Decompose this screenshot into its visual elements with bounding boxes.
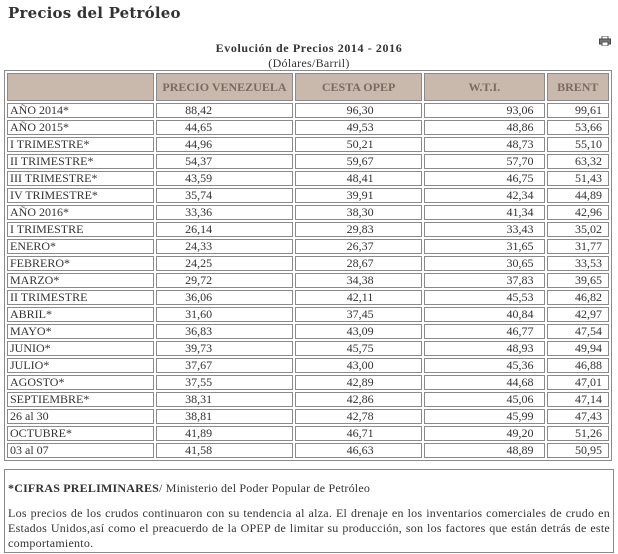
- row-label: IV TRIMESTRE*: [7, 188, 154, 203]
- row-label: FEBRERO*: [7, 256, 154, 271]
- cell-wti: 48,86: [424, 120, 544, 135]
- cell-wti: 93,06: [424, 103, 544, 118]
- footnote-label: *CIFRAS PRELIMINARES: [8, 481, 160, 495]
- cell-opep: 28,67: [295, 256, 422, 271]
- table-row: [7, 273, 609, 288]
- cell-brent: 53,66: [547, 120, 609, 135]
- cell-wti: 45,53: [424, 290, 544, 305]
- cell-wti: 48,73: [424, 137, 544, 152]
- row-label: AÑO 2014*: [7, 103, 154, 118]
- header-venezuela: PRECIO VENEZUELA: [156, 73, 293, 101]
- cell-venezuela: 24,25: [156, 256, 293, 271]
- cell-opep: 29,83: [295, 222, 422, 237]
- cell-wti: 45,06: [424, 392, 544, 407]
- table-row: [7, 290, 609, 305]
- cell-venezuela: 54,37: [156, 154, 293, 169]
- cell-venezuela: 88,42: [156, 103, 293, 118]
- table-subtitle: (Dólares/Barril): [268, 56, 350, 70]
- cell-wti: 46,75: [424, 171, 544, 186]
- cell-brent: 47,54: [547, 324, 609, 339]
- cell-wti: 44,68: [424, 375, 544, 390]
- row-label: II TRIMESTRE: [7, 290, 154, 305]
- table-row: [7, 375, 609, 390]
- page-title: Precios del Petróleo: [8, 4, 181, 22]
- table-row: [7, 307, 609, 322]
- cell-opep: 46,71: [295, 426, 422, 441]
- row-label: MARZO*: [7, 273, 154, 288]
- cell-opep: 42,89: [295, 375, 422, 390]
- table-title: Evolución de Precios 2014 - 2016: [215, 41, 403, 55]
- cell-opep: 34,38: [295, 273, 422, 288]
- cell-opep: 48,41: [295, 171, 422, 186]
- cell-wti: 30,65: [424, 256, 544, 271]
- header-wti: W.T.I.: [424, 73, 544, 101]
- cell-opep: 42,11: [295, 290, 422, 305]
- cell-wti: 45,36: [424, 358, 544, 373]
- cell-opep: 43,09: [295, 324, 422, 339]
- cell-wti: 37,83: [424, 273, 544, 288]
- cell-opep: 42,86: [295, 392, 422, 407]
- cell-opep: 39,91: [295, 188, 422, 203]
- cell-venezuela: 41,89: [156, 426, 293, 441]
- cell-brent: 99,61: [547, 103, 609, 118]
- cell-brent: 33,53: [547, 256, 609, 271]
- cell-brent: 42,96: [547, 205, 609, 220]
- cell-venezuela: 44,96: [156, 137, 293, 152]
- cell-venezuela: 39,73: [156, 341, 293, 356]
- table-row: [7, 341, 609, 356]
- row-label: I TRIMESTRE: [7, 222, 154, 237]
- cell-brent: 35,02: [547, 222, 609, 237]
- cell-wti: 42,34: [424, 188, 544, 203]
- cell-brent: 44,89: [547, 188, 609, 203]
- cell-opep: 37,45: [295, 307, 422, 322]
- footnote: [8, 481, 370, 496]
- table-row: [7, 137, 609, 152]
- header-label: [7, 73, 154, 101]
- cell-brent: 55,10: [547, 137, 609, 152]
- row-label: JUNIO*: [7, 341, 154, 356]
- cell-venezuela: 36,06: [156, 290, 293, 305]
- cell-opep: 43,00: [295, 358, 422, 373]
- row-label: SEPTIEMBRE*: [7, 392, 154, 407]
- cell-brent: 47,14: [547, 392, 609, 407]
- table-row: [7, 154, 609, 169]
- cell-brent: 46,82: [547, 290, 609, 305]
- cell-venezuela: 29,72: [156, 273, 293, 288]
- cell-venezuela: 38,31: [156, 392, 293, 407]
- cell-wti: 49,20: [424, 426, 544, 441]
- table-row: [7, 256, 609, 271]
- table-row: [7, 324, 609, 339]
- cell-wti: 46,77: [424, 324, 544, 339]
- table-row: [7, 222, 609, 237]
- cell-opep: 26,37: [295, 239, 422, 254]
- row-label: III TRIMESTRE*: [7, 171, 154, 186]
- table-row: [7, 409, 609, 424]
- cell-venezuela: 31,60: [156, 307, 293, 322]
- cell-brent: 63,32: [547, 154, 609, 169]
- table-header-row: [7, 73, 609, 101]
- cell-wti: 48,93: [424, 341, 544, 356]
- cell-opep: 46,63: [295, 443, 422, 458]
- cell-wti: 57,70: [424, 154, 544, 169]
- cell-brent: 49,94: [547, 341, 609, 356]
- row-label: JULIO*: [7, 358, 154, 373]
- cell-brent: 51,43: [547, 171, 609, 186]
- cell-venezuela: 24,33: [156, 239, 293, 254]
- cell-venezuela: 37,67: [156, 358, 293, 373]
- cell-brent: 39,65: [547, 273, 609, 288]
- cell-brent: 31,77: [547, 239, 609, 254]
- row-label: AÑO 2015*: [7, 120, 154, 135]
- row-label: ABRIL*: [7, 307, 154, 322]
- cell-wti: 33,43: [424, 222, 544, 237]
- table-row: [7, 392, 609, 407]
- table-row: [7, 120, 609, 135]
- cell-wti: 40,84: [424, 307, 544, 322]
- table-row: [7, 103, 609, 118]
- table-row: [7, 443, 609, 458]
- cell-brent: 50,95: [547, 443, 609, 458]
- cell-opep: 45,75: [295, 341, 422, 356]
- price-table: [4, 70, 612, 461]
- cell-wti: 45,99: [424, 409, 544, 424]
- cell-opep: 59,67: [295, 154, 422, 169]
- cell-venezuela: 33,36: [156, 205, 293, 220]
- cell-opep: 42,78: [295, 409, 422, 424]
- table-body: [7, 103, 609, 458]
- table-row: [7, 426, 609, 441]
- cell-brent: 46,88: [547, 358, 609, 373]
- table-row: [7, 358, 609, 373]
- footnote-source: / Ministerio del Poder Popular de Petróleo: [159, 481, 371, 495]
- table-row: [7, 171, 609, 186]
- cell-brent: 47,43: [547, 409, 609, 424]
- cell-opep: 96,30: [295, 103, 422, 118]
- header-opep: CESTA OPEP: [295, 73, 422, 101]
- row-label: 03 al 07: [7, 443, 154, 458]
- cell-venezuela: 38,81: [156, 409, 293, 424]
- cell-brent: 42,97: [547, 307, 609, 322]
- cell-venezuela: 41,58: [156, 443, 293, 458]
- cell-brent: 51,26: [547, 426, 609, 441]
- cell-wti: 31,65: [424, 239, 544, 254]
- cell-opep: 50,21: [295, 137, 422, 152]
- cell-brent: 47,01: [547, 375, 609, 390]
- header-brent: BRENT: [547, 73, 609, 101]
- cell-venezuela: 36,83: [156, 324, 293, 339]
- cell-venezuela: 37,55: [156, 375, 293, 390]
- row-label: ENERO*: [7, 239, 154, 254]
- footer-box: [4, 469, 614, 553]
- row-label: AÑO 2016*: [7, 205, 154, 220]
- row-label: 26 al 30: [7, 409, 154, 424]
- row-label: AGOSTO*: [7, 375, 154, 390]
- table-row: [7, 188, 609, 203]
- cell-venezuela: 35,74: [156, 188, 293, 203]
- cell-venezuela: 43,59: [156, 171, 293, 186]
- cell-venezuela: 26,14: [156, 222, 293, 237]
- row-label: I TRIMESTRE*: [7, 137, 154, 152]
- cell-opep: 38,30: [295, 205, 422, 220]
- commentary: Los precios de los crudos continuaron con su tendencia al alza. El drenaje en los inventarios comerciales de crudo en Estados Unidos,así como el preacuerdo de la OPEP de limitar su producción, son los factores que están detrás de este comportamiento.: [8, 506, 610, 550]
- cell-opep: 49,53: [295, 120, 422, 135]
- table-row: [7, 205, 609, 220]
- table-row: [7, 239, 609, 254]
- cell-wti: 48,89: [424, 443, 544, 458]
- row-label: MAYO*: [7, 324, 154, 339]
- row-label: OCTUBRE*: [7, 426, 154, 441]
- cell-wti: 41,34: [424, 205, 544, 220]
- row-label: II TRIMESTRE*: [7, 154, 154, 169]
- cell-venezuela: 44,65: [156, 120, 293, 135]
